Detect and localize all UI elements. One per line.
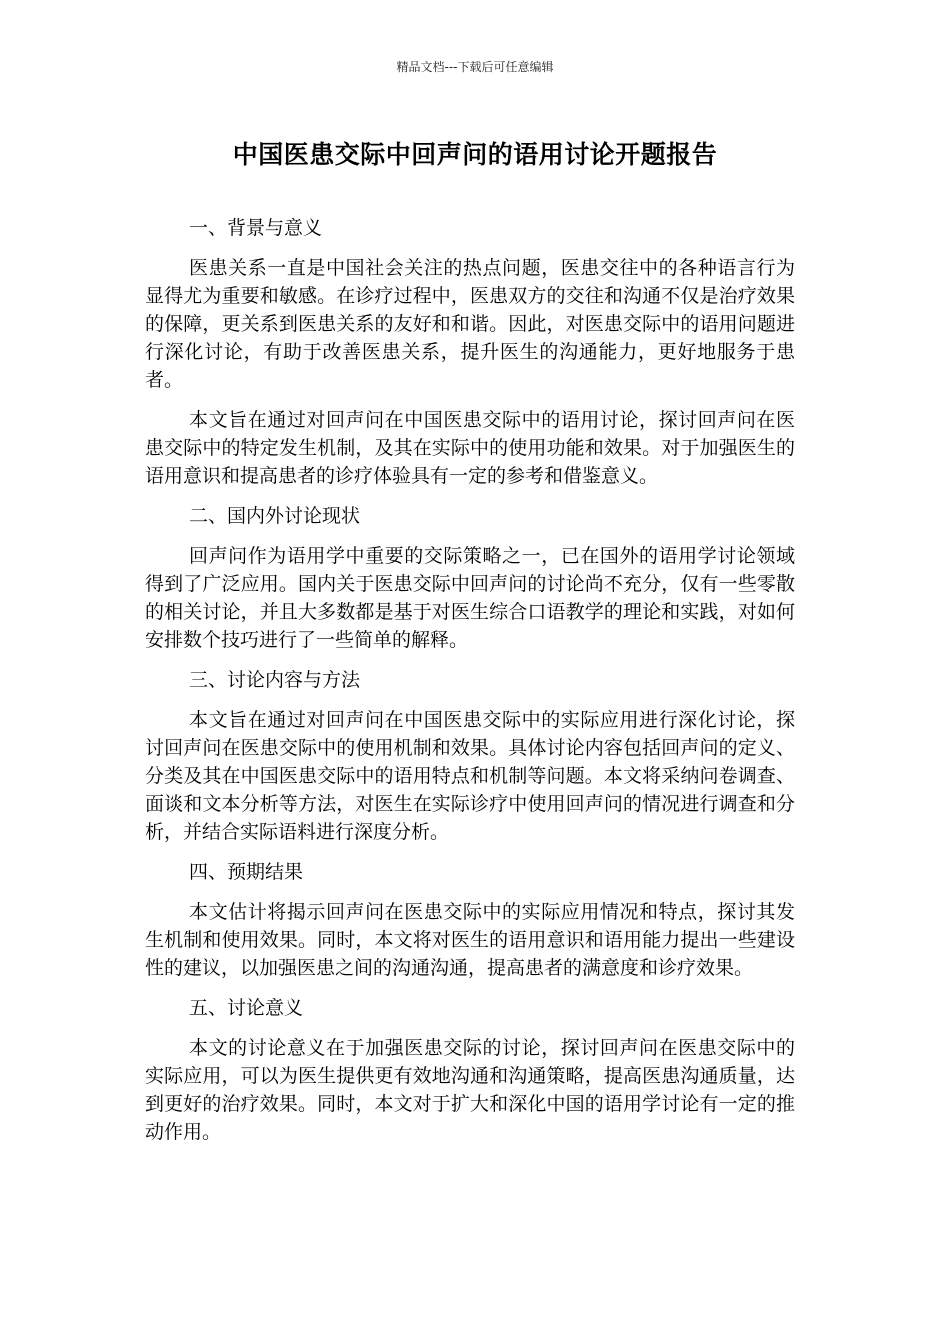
section-heading: 一、背景与意义 — [189, 217, 323, 239]
section-background — [145, 214, 795, 490]
paragraph: 医患关系一直是中国社会关注的热点问题，医患交往中的各种语言行为显得尤为重要和敏感。在诊疗过程中，医患双方的交往和沟通不仅是治疗效果的保障，更关系到医患关系的友好和和谐。因此，对医患交际中的语用问题进行深化讨论，有助于改善医患关系，提升医生的沟通能力，更好地服务于患者。 — [145, 257, 795, 391]
paragraph: 本文旨在通过对回声问在中国医患交际中的语用讨论，探讨回声问在医患交际中的特定发生机制，及其在实际中的使用功能和效果。对于加强医生的语用意识和提高患者的诊疗体验具有一定的参考和借鉴意义。 — [145, 409, 795, 487]
paragraph: 回声问作为语用学中重要的交际策略之一，已在国外的语用学讨论领域得到了广泛应用。国内关于医患交际中回声问的讨论尚不充分，仅有一些零散的相关讨论，并且大多数都是基于对医生综合口语教学的理论和实践，对如何安排数个技巧进行了一些简单的解释。 — [145, 545, 795, 651]
paragraph: 本文旨在通过对回声问在中国医患交际中的实际应用进行深化讨论，探讨回声问在医患交际中的使用机制和效果。具体讨论内容包括回声问的定义、分类及其在中国医患交际中的语用特点和机制等问题。本文将采纳问卷调查、面谈和文本分析等方法，对医生在实际诊疗中使用回声问的情况进行调查和分析，并结合实际语料进行深度分析。 — [145, 709, 795, 843]
header-note: 精品文档---下载后可任意编辑 — [396, 60, 554, 74]
section-heading: 三、讨论内容与方法 — [189, 669, 361, 691]
section-heading: 四、预期结果 — [189, 861, 304, 883]
paragraph: 本文估计将揭示回声问在医患交际中的实际应用情况和特点，探讨其发生机制和使用效果。同时，本文将对医生的语用意识和语用能力提出一些建设性的建议，以加强医患之间的沟通沟通，提高患者的满意度和诊疗效果。 — [145, 901, 795, 979]
section-heading: 五、讨论意义 — [189, 997, 304, 1019]
document-body — [145, 214, 795, 1158]
section-heading: 二、国内外讨论现状 — [189, 505, 361, 527]
section-content-methods — [145, 666, 795, 846]
section-research-status — [145, 502, 795, 654]
section-expected-results — [145, 858, 795, 982]
paragraph: 本文的讨论意义在于加强医患交际的讨论，探讨回声问在医患交际中的实际应用，可以为医生提供更有效地沟通和沟通策略，提高医患沟通质量，达到更好的治疗效果。同时，本文对于扩大和深化中国的语用学讨论有一定的推动作用。 — [145, 1037, 795, 1143]
section-significance — [145, 994, 795, 1146]
document-title: 中国医患交际中回声问的语用讨论开题报告 — [232, 140, 718, 169]
